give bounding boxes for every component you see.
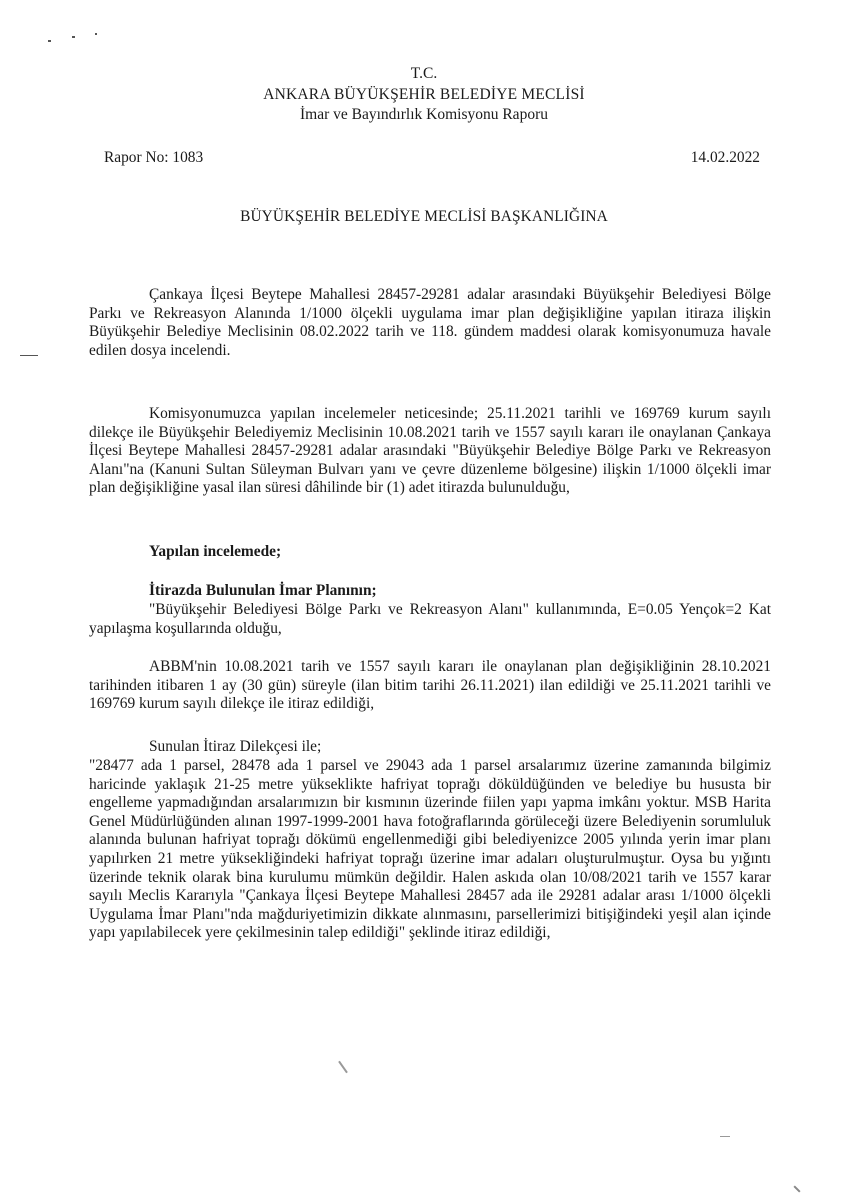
header-commission-title: İmar ve Bayındırlık Komisyonu Raporu — [300, 106, 548, 123]
paragraph-text: Çankaya İlçesi Beytepe Mahallesi 28457-29281 adalar arasındaki Büyükşehir Belediyesi Bölge Parkı ve Rekreasyon Alanında 1/1000 ölçekli uygulama imar plan değişikliğine yapılan itiraza ilişkin Büyükşehir Belediye Meclisinin 08.02.2022 tarih ve 118. gündem maddesi olarak komisyonumuza havale edilen dosya incelendi. — [89, 286, 771, 359]
report-meta — [104, 149, 760, 168]
document-header — [0, 64, 848, 126]
paragraph-text: Komisyonumuzca yapılan incelemeler neticesinde; 25.11.2021 tarihli ve 169769 kurum sayılı dilekçe ile Büyükşehir Belediyemiz Meclisinin 10.08.2021 tarih ve 1557 sayılı kararı ile onaylanan Çankaya İlçesi Beytepe Mahallesi 28457-29281 adalar arasındaki "Büyükşehir Belediye Bölge Parkı ve Rekreasyon Alanı"na (Kanuni Sultan Süleyman Bulvarı yanı ve çevre düzenleme bölgesine) ilişkin 1/1000 ölçekli imar plan değişikliğine yasal ilan süresi dâhilinde bir (1) adet itirazda bulunulduğu, — [89, 405, 771, 497]
scan-mark — [338, 1061, 348, 1074]
paragraph-text: "Büyükşehir Belediyesi Bölge Parkı ve Rekreasyon Alanı" kullanımında, E=0.05 Yençok=2 Kat yapılaşma koşullarında olduğu, — [89, 601, 771, 637]
paragraph-plan-usage — [89, 601, 771, 638]
header-council-name: ANKARA BÜYÜKŞEHİR BELEDİYE MECLİSİ — [263, 85, 585, 103]
scan-mark — [72, 36, 75, 38]
heading-review-section — [89, 543, 771, 562]
scan-mark — [48, 40, 51, 42]
paragraph-text: "28477 ada 1 parsel, 28478 ada 1 parsel ve 29043 ada 1 parsel arsalarımız üzerine zamanında bilgimiz haricinde yaklaşık 21-25 metre yükseklikte hafriyat toprağı döküldüğünden ve belediye bu hususta bir engelleme yapmadığından arsalarımızın bir kısmının üzerinde fiilen yapı yapma imkânı yoktur. MSB Harita Genel Müdürlüğünden alınan 1997-1999-2001 hava fotoğraflarında görüleceği üzere Belediyenin sorumluluk alanında bulunan hafriyat toprağı dökümü engellenmediği gibi belediyenizce 2005 yılında yerin imar planı yapılırken 21 metre yüksekliğindeki hafriyat toprağı üzerine imar adaları oluşturulmuştur. Oysa bu yığıntı üzerinde teknik olarak bina kurulumu mümkün değildir. Halen askıda olan 10/08/2021 tarih ve 1557 karar sayılı Meclis Kararıyla "Çankaya İlçesi Beytepe Mahallesi 28457 ada ile 29281 adalar arası 1/1000 ölçekli Uygulama İmar Planı"nda mağduriyetimizin dikkate alınmasını, parsellerimizi bitişiğindeki yeşil alan içinde yapı yapılabilecek yere çekilmesinin talep edildiği" şeklinde itiraz edildiği, — [89, 757, 771, 942]
paragraph-announcement — [89, 658, 771, 714]
report-date: 14.02.2022 — [690, 149, 760, 166]
scan-mark — [95, 33, 97, 35]
heading-objected-plan — [89, 582, 771, 601]
scan-mark — [793, 1185, 800, 1192]
scan-mark — [720, 1136, 730, 1137]
header-tc: T.C. — [410, 65, 438, 82]
heading-petition — [89, 738, 771, 757]
scan-mark — [20, 355, 38, 356]
heading-text: İtirazda Bulunulan İmar Planının; — [149, 582, 377, 599]
paragraph-text: Sunulan İtiraz Dilekçesi ile; — [149, 738, 322, 755]
paragraph-text: ABBM'nin 10.08.2021 tarih ve 1557 sayılı kararı ile onaylanan plan değişikliğinin 28.10.2021 tarihinden itibaren 1 ay (30 gün) süreyle (ilan bitim tarihi 26.11.2021) ilan edildiği ve 25.11.2021 tarihli ve 169769 kurum sayılı dilekçe ile itiraz edildiği, — [89, 658, 771, 713]
paragraph-intro — [89, 286, 771, 360]
addressee: BÜYÜKŞEHİR BELEDİYE MECLİSİ BAŞKANLIĞINA — [240, 208, 608, 225]
heading-text: Yapılan incelemede; — [149, 543, 282, 560]
paragraph-petition-quote — [89, 757, 771, 943]
paragraph-review — [89, 405, 771, 498]
report-number: Rapor No: 1083 — [104, 149, 204, 166]
